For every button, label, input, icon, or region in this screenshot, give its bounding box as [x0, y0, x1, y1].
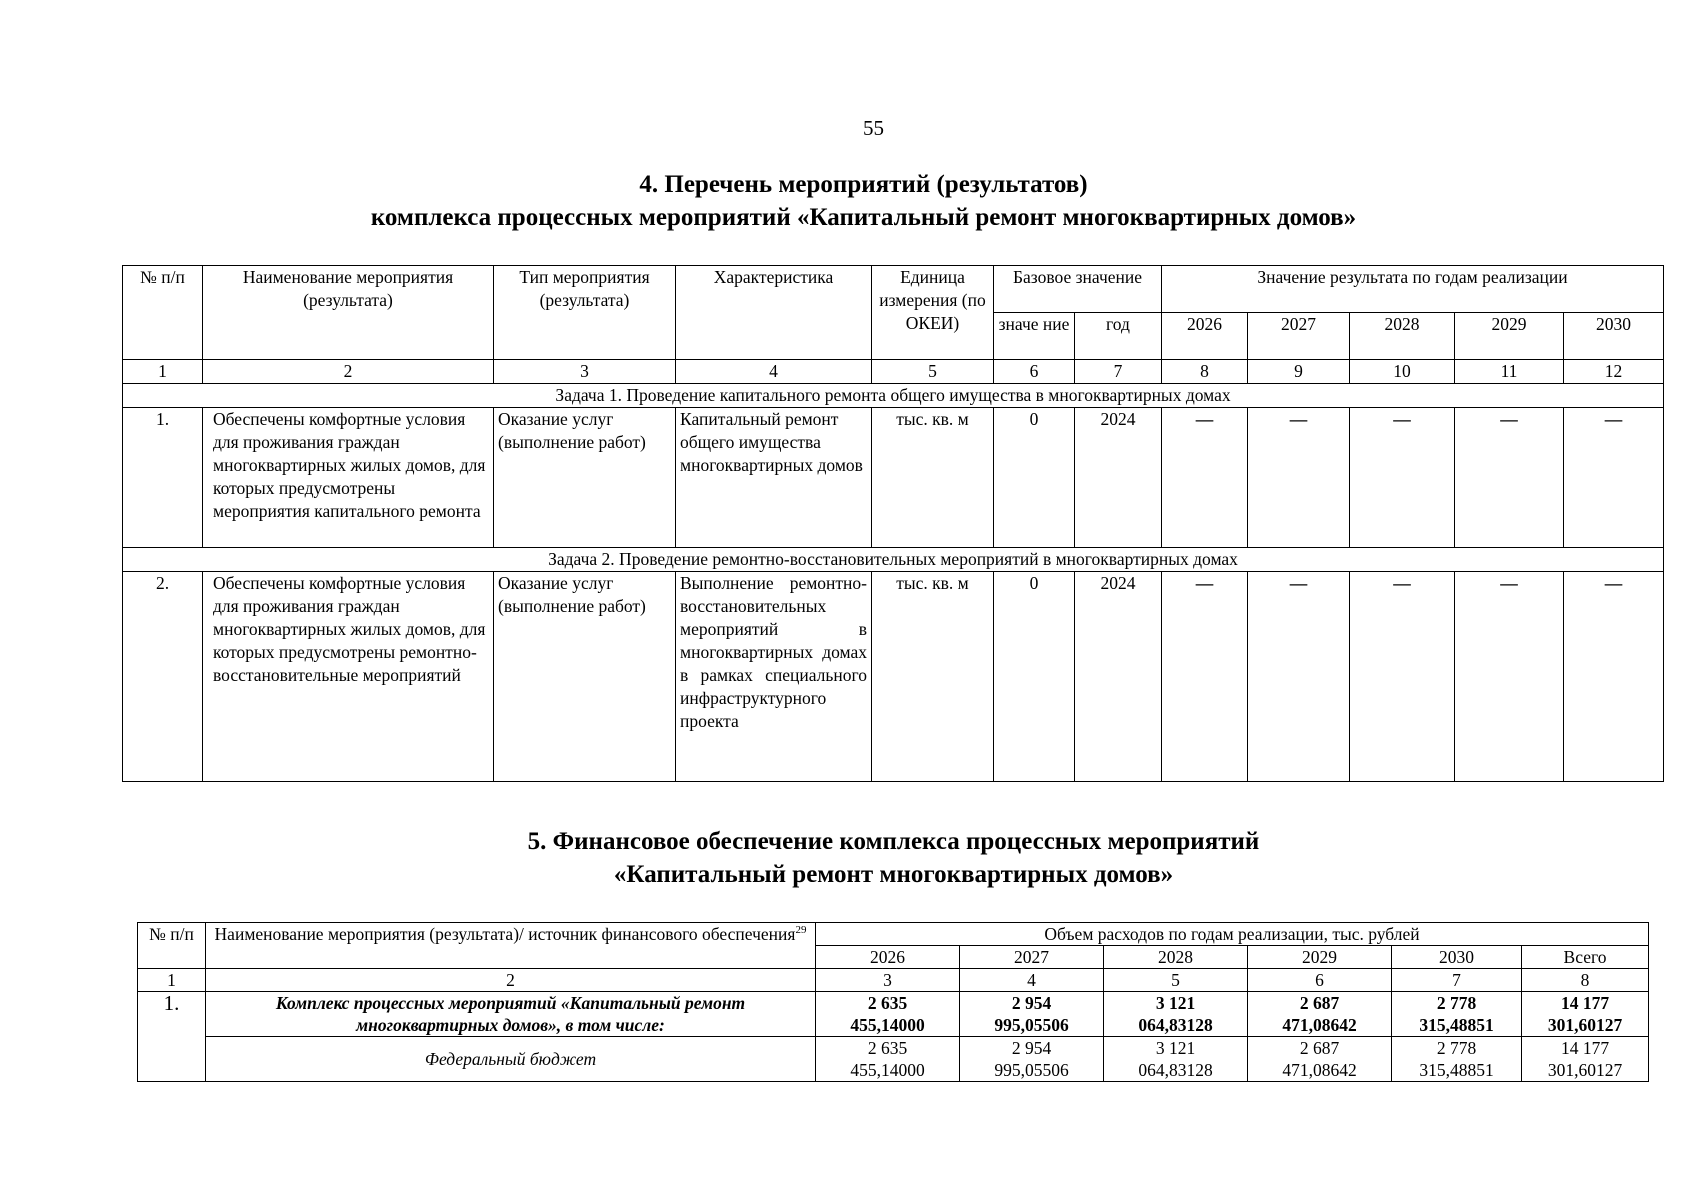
row-name: Комплекс процессных мероприятий «Капитальный ремонт многоквартирных домов», в том числе:	[206, 992, 816, 1037]
header-base-value-sub: значе ние	[994, 313, 1075, 360]
header-year: 2026	[1162, 313, 1248, 360]
value-part: 2 635	[867, 1038, 908, 1058]
col-number: 6	[994, 360, 1075, 384]
header-year: 2027	[960, 946, 1104, 969]
row-num: 1.	[138, 992, 206, 1082]
col-number: 12	[1564, 360, 1664, 384]
col-number: 8	[1162, 360, 1248, 384]
col-number: 6	[1248, 969, 1392, 992]
row-value	[816, 992, 960, 1037]
header-total: Всего	[1522, 946, 1649, 969]
row-base-year: 2024	[1075, 408, 1162, 548]
page-number: 55	[863, 116, 884, 140]
section4-title	[0, 168, 1697, 234]
table-row	[138, 992, 1649, 1037]
footnote-ref: 29	[795, 924, 807, 937]
row-num: 1.	[123, 408, 203, 548]
value-part: 301,60127	[1547, 1060, 1623, 1080]
header-year: 2029	[1248, 946, 1392, 969]
row-value: —	[1564, 572, 1664, 782]
header-base-value: Базовое значение	[994, 266, 1162, 313]
col-number: 5	[872, 360, 994, 384]
row-base-value: 0	[994, 408, 1075, 548]
row-base-value: 0	[994, 572, 1075, 782]
column-number-row	[123, 360, 1664, 384]
row-value: —	[1162, 572, 1248, 782]
row-value	[960, 992, 1104, 1037]
row-value	[1392, 1037, 1522, 1082]
row-num: 2.	[123, 572, 203, 782]
header-year: 2028	[1104, 946, 1248, 969]
value-part: 995,05506	[994, 1060, 1069, 1080]
row-name: Обеспечены комфортные условия для проживания граждан многоквартирных жилых домов, для которых предусмотрены ремонтно-восстановительные мероприятий	[203, 572, 494, 782]
col-number: 7	[1075, 360, 1162, 384]
row-value	[1248, 992, 1392, 1037]
col-number: 1	[123, 360, 203, 384]
value-part: 2 687	[1299, 1038, 1340, 1058]
col-number: 4	[676, 360, 872, 384]
value-part: 2 954	[1011, 993, 1052, 1013]
value-part: 3 121	[1155, 1038, 1196, 1058]
row-value: —	[1564, 408, 1664, 548]
col-number: 1	[138, 969, 206, 992]
value-part: 315,48851	[1419, 1060, 1494, 1080]
row-value: —	[1350, 572, 1455, 782]
value-part: 995,05506	[994, 1015, 1069, 1035]
value-part: 064,83128	[1138, 1060, 1213, 1080]
row-total	[1522, 1037, 1649, 1082]
value-part: 315,48851	[1419, 1015, 1494, 1035]
section4-title-line2: комплекса процессных мероприятий «Капитальный ремонт многоквартирных домов»	[370, 204, 1357, 231]
results-table	[122, 265, 1664, 782]
value-part: 14 177	[1560, 1038, 1610, 1058]
col-number: 2	[206, 969, 816, 992]
row-type: Оказание услуг (выполнение работ)	[494, 572, 676, 782]
table-row	[138, 1037, 1649, 1082]
header-volume-group: Объем расходов по годам реализации, тыс. рублей	[816, 923, 1649, 946]
row-value	[960, 1037, 1104, 1082]
col-number: 10	[1350, 360, 1455, 384]
row-unit: тыс. кв. м	[872, 572, 994, 782]
section5-title	[0, 825, 1697, 891]
row-unit: тыс. кв. м	[872, 408, 994, 548]
header-years-group: Значение результата по годам реализации	[1162, 266, 1664, 313]
column-number-row	[138, 969, 1649, 992]
row-base-year: 2024	[1075, 572, 1162, 782]
col-number: 11	[1455, 360, 1564, 384]
header-num: № п/п	[138, 923, 206, 969]
row-value	[1392, 992, 1522, 1037]
row-characteristic: Капитальный ремонт общего имущества многоквартирных домов	[676, 408, 872, 548]
header-year: 2030	[1392, 946, 1522, 969]
header-year: 2027	[1248, 313, 1350, 360]
col-number: 9	[1248, 360, 1350, 384]
header-characteristic: Характеристика	[676, 266, 872, 360]
col-number: 5	[1104, 969, 1248, 992]
row-name: Обеспечены комфортные условия для проживания граждан многоквартирных жилых домов, для которых предусмотрены мероприятия капитального ремонта	[203, 408, 494, 548]
value-part: 2 778	[1436, 1038, 1477, 1058]
col-number: 4	[960, 969, 1104, 992]
value-part: 064,83128	[1138, 1015, 1213, 1035]
value-part: 14 177	[1560, 993, 1610, 1013]
value-part: 455,14000	[850, 1060, 925, 1080]
header-num: № п/п	[123, 266, 203, 360]
value-part: 2 687	[1299, 993, 1340, 1013]
row-value	[1248, 1037, 1392, 1082]
value-part: 2 954	[1011, 1038, 1052, 1058]
row-value	[1104, 1037, 1248, 1082]
task-title: Задача 1. Проведение капитального ремонта общего имущества в многоквартирных домах	[123, 384, 1664, 408]
col-number: 3	[494, 360, 676, 384]
row-characteristic: Выполнение ремонтно-восстановительных мероприятий в многоквартирных домах в рамках специального инфраструктурного проекта	[676, 572, 872, 782]
row-value: —	[1248, 572, 1350, 782]
header-unit: Единица измерения (по ОКЕИ)	[872, 266, 994, 360]
row-value: —	[1350, 408, 1455, 548]
row-value: —	[1455, 572, 1564, 782]
section4-title-line1: 4. Перечень мероприятий (результатов)	[639, 171, 1088, 198]
row-value: —	[1162, 408, 1248, 548]
value-part: 2 778	[1436, 993, 1477, 1013]
header-type: Тип мероприятия (результата)	[494, 266, 676, 360]
row-value	[816, 1037, 960, 1082]
header-base-year-sub: год	[1075, 313, 1162, 360]
value-part: 455,14000	[850, 1015, 925, 1035]
header-year: 2028	[1350, 313, 1455, 360]
value-part: 2 635	[867, 993, 908, 1013]
table-row	[123, 408, 1664, 548]
row-name: Федеральный бюджет	[206, 1037, 816, 1082]
col-number: 7	[1392, 969, 1522, 992]
value-part: 3 121	[1155, 993, 1196, 1013]
funding-table	[137, 922, 1649, 1082]
table-row	[123, 572, 1664, 782]
row-type: Оказание услуг (выполнение работ)	[494, 408, 676, 548]
col-number: 8	[1522, 969, 1649, 992]
header-name	[206, 923, 816, 969]
row-value: —	[1248, 408, 1350, 548]
header-name: Наименование мероприятия (результата)	[203, 266, 494, 360]
header-name-text: Наименование мероприятия (результата)/ источник финансового обеспечения	[214, 924, 796, 944]
col-number: 3	[816, 969, 960, 992]
row-value	[1104, 992, 1248, 1037]
row-total	[1522, 992, 1649, 1037]
value-part: 471,08642	[1282, 1015, 1357, 1035]
section5-title-line2: «Капитальный ремонт многоквартирных домов»	[613, 861, 1174, 888]
section5-title-line1: 5. Финансовое обеспечение комплекса процессных мероприятий	[527, 828, 1260, 855]
row-value: —	[1455, 408, 1564, 548]
task-title: Задача 2. Проведение ремонтно-восстановительных мероприятий в многоквартирных домах	[123, 548, 1664, 572]
header-year: 2026	[816, 946, 960, 969]
header-year: 2029	[1455, 313, 1564, 360]
col-number: 2	[203, 360, 494, 384]
header-year: 2030	[1564, 313, 1664, 360]
value-part: 301,60127	[1547, 1015, 1623, 1035]
value-part: 471,08642	[1282, 1060, 1357, 1080]
